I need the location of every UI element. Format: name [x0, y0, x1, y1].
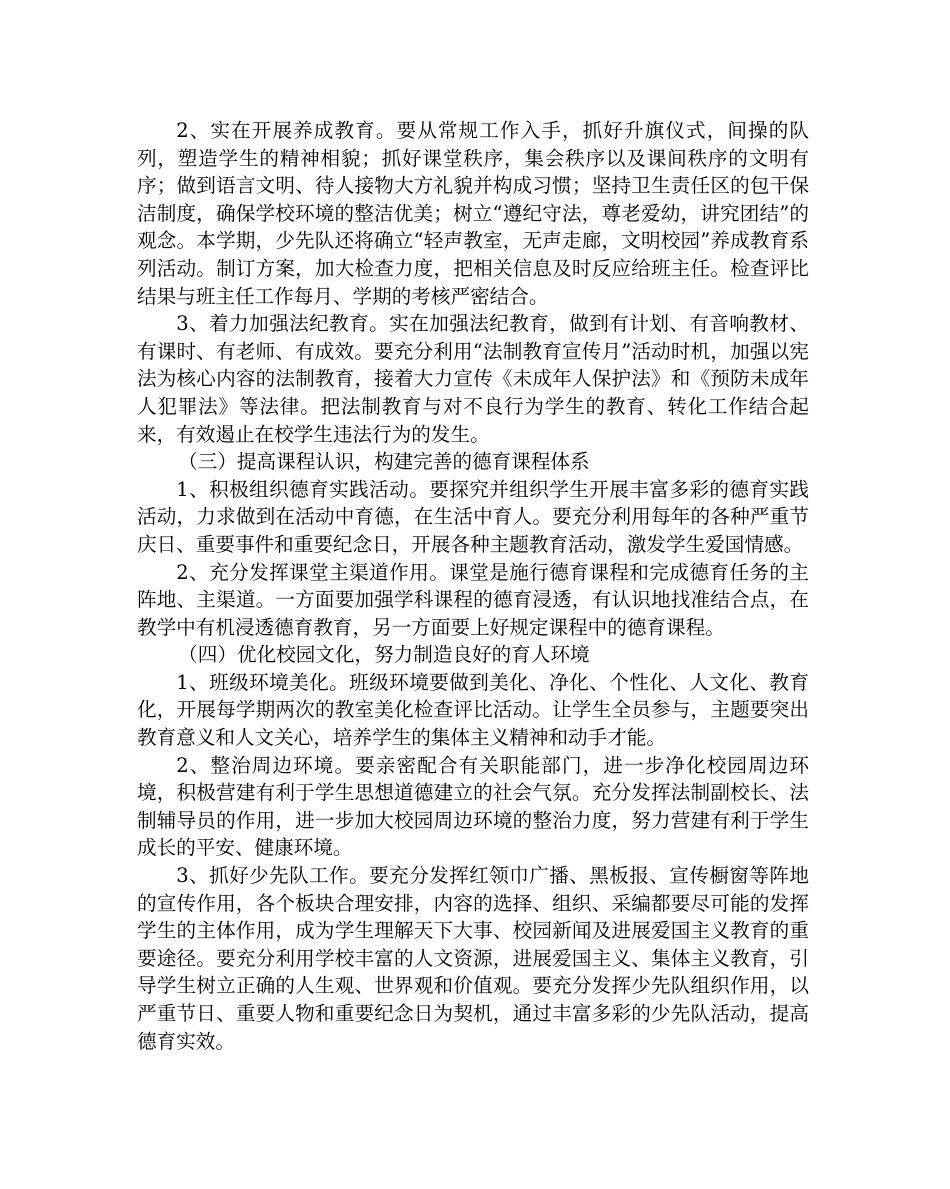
paragraph-class-environment: 1、班级环境美化。班级环境要做到美化、净化、个性化、人文化、教育化，开展每学期两次的教室美化检查评比活动。让学生全员参与，主题要突出教育意义和人文关心，培养学生的集体主义精神和动手才能。	[137, 670, 809, 750]
paragraph-classroom-channel: 2、充分发挥课堂主渠道作用。课堂是施行德育课程和完成德育任务的主阵地、主渠道。一方面要加强学科课程的德育浸透，有认识地找准结合点，在教学中有机浸透德育教育，另一方面要上好规定课程中的德育课程。	[137, 560, 809, 639]
paragraph-surroundings: 2、整治周边环境。要亲密配合有关职能部门，进一步净化校园周边环境，积极营建有利于学生思想道德建立的社会气氛。充分发挥法制副校长、法制辅导员的作用，进一步加大校园周边环境的整治力度，努力营建有利于学生成长的平安、健康环境。	[137, 753, 809, 860]
paragraph-legal-education: 3、着力加强法纪教育。实在加强法纪教育，做到有计划、有音响教材、有课时、有老师、有成效。要充分利用“法制教育宣传月”活动时机，加强以宪法为核心内容的法制教育，接着大力宣传《未成年人保护法》和《预防未成年人犯罪法》等法律。把法制教育与对不良行为学生的教育、转化工作结合起来，有效遏止在校学生违法行为的发生。	[137, 312, 809, 446]
section-heading-campus-culture: （四）优化校园文化，努力制造良好的育人环境	[178, 643, 590, 667]
document-body	[137, 117, 809, 1055]
paragraph-young-pioneers: 3、抓好少先队工作。要充分发挥红领巾广播、黑板报、宣传橱窗等阵地的宣传作用，各个板块合理安排，内容的选择、组织、采编都要尽可能的发挥学生的主体作用，成为学生理解天下大事、校园新闻及进展爱国主义教育的重要途径。要充分利用学校丰富的人文资源，进展爱国主义、集体主义教育，引导学生树立正确的人生观、世界观和价值观。要充分发挥少先队组织作用，以严重节日、重要人物和重要纪念日为契机，通过丰富多彩的少先队活动，提高德育实效。	[137, 864, 809, 1053]
paragraph-habit-education: 2、实在开展养成教育。要从常规工作入手，抓好升旗仪式，间操的队列，塑造学生的精神相貌；抓好课堂秩序，集会秩序以及课间秩序的文明有序；做到语言文明、待人接物大方礼貌并构成习惯；坚持卫生责任区的包干保洁制度，确保学校环境的整洁优美；树立“遵纪守法，尊老爱幼，讲究团结”的观念。本学期，少先队还将确立“轻声教室，无声走廊，文明校园”养成教育系列活动。制订方案，加大检查力度，把相关信息及时反应给班主任。检查评比结果与班主任工作每月、学期的考核严密结合。	[137, 119, 809, 308]
section-heading-curriculum: （三）提高课程认识，构建完善的德育课程体系	[178, 450, 590, 474]
paragraph-practice-activities: 1、积极组织德育实践活动。要探究并组织学生开展丰富多彩的德育实践活动，力求做到在活动中育德，在生活中育人。要充分利用每年的各种严重节庆日、重要事件和重要纪念日，开展各种主题教育活动，激发学生爱国情感。	[137, 477, 809, 556]
